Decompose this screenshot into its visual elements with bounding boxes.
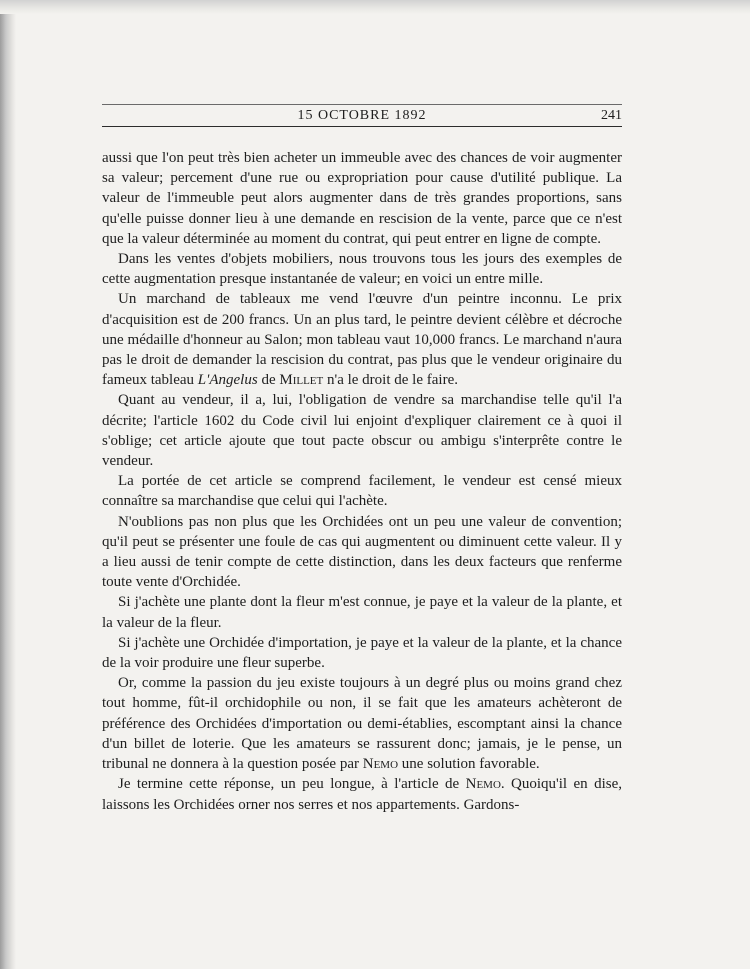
running-head [102, 104, 622, 127]
text-run: Je termine cette réponse, un peu longue, à l'article de [118, 776, 466, 793]
text-run: aussi que l'on peut très bien acheter un immeuble avec des chances de voir augmenter sa valeur; percement d'une rue ou expropriation pour cause d'utilité publique. La valeur de l'immeuble peut alors augmenter dans de très grandes proportions, sans qu'elle puisse donner lieu à une demande en rescision de la vente, parce que ce n'est que la valeur déterminée au moment du contrat, qui peut entrer en ligne de compte. [102, 150, 622, 247]
paragraph [102, 249, 622, 289]
page-number: 241 [601, 108, 622, 123]
italic-text: L'Angelus [197, 372, 258, 389]
text-run: Dans les ventes d'objets mobiliers, nous trouvons tous les jours des exemples de cette augmentation presque instantanée de valeur; en voici un entre mille. [102, 251, 622, 288]
text-run: Un marchand de tableaux me vend l'œuvre d'un peintre inconnu. Le prix d'acquisition est de 200 francs. Un an plus tard, le peintre devient célèbre et décroche une médaille d'honneur au Salon; mon tableau vaut 10,000 francs. Le marchand n'aura pas le droit de demander la rescision du contrat, pas plus que le vendeur originaire du fameux tableau [102, 291, 622, 389]
text-run: . Quoiqu'il en dise, laissons les Orchidées orner nos serres et nos appartements. Gardons- [102, 776, 623, 813]
paragraph [102, 471, 622, 511]
paragraph [102, 289, 622, 390]
paragraph [102, 390, 622, 471]
text-run: de [257, 372, 280, 389]
paragraph [102, 148, 622, 249]
paragraph [102, 592, 622, 632]
text-run: La portée de cet article se comprend facilement, le vendeur est censé mieux connaître sa marchandise que celui qui l'achète. [102, 473, 622, 510]
header-date: 15 OCTOBRE 1892 [297, 108, 427, 123]
text-run: Quant au vendeur, il a, lui, l'obligation de vendre sa marchandise telle qu'il l'a décrite; l'article 1602 du Code civil lui enjoint d'expliquer clairement ce à quoi il s'oblige; cet article ajoute que tout pacte obscur ou ambigu s'interprête contre le vendeur. [102, 392, 622, 470]
small-caps-name: Nemo [362, 756, 399, 773]
text-run: une solution favorable. [398, 756, 540, 773]
scan-shadow-left [0, 0, 16, 969]
scan-shadow-top [0, 0, 750, 14]
text-run: Si j'achète une Orchidée d'importation, je paye et la valeur de la plante, et la chance de la voir produire une fleur superbe. [102, 634, 622, 672]
text-run: Si j'achète une plante dont la fleur m'est connue, je paye et la valeur de la plante, et la valeur de la fleur. [102, 594, 622, 631]
small-caps-name: Nemo [465, 776, 501, 793]
paragraph [102, 774, 622, 814]
text-run: N'oublions pas non plus que les Orchidées ont un peu une valeur de convention; qu'il peut se présenter une foule de cas qui augmentent ou diminuent cette valeur. Il y a lieu aussi de tenir compte de cette distinction, dans les deux facteurs que renferme toute vente d'Orchidée. [102, 513, 622, 591]
text-run: n'a le droit de le faire. [323, 372, 458, 389]
body-text [102, 148, 622, 815]
paragraph [102, 673, 622, 774]
small-caps-name: Millet [279, 372, 324, 389]
paragraph [102, 512, 622, 593]
text-run: Or, comme la passion du jeu existe toujours à un degré plus ou moins grand chez tout homme, fût-il orchidophile ou non, il se fait que les amateurs achèteront de préférence des Orchidées d'importation ou demi-établies, escomptant ainsi la chance d'un billet de loterie. Que les amateurs se rassurent donc; jamais, je le pense, un tribunal ne donnera à la question posée par [102, 675, 622, 773]
paragraph [102, 633, 622, 673]
